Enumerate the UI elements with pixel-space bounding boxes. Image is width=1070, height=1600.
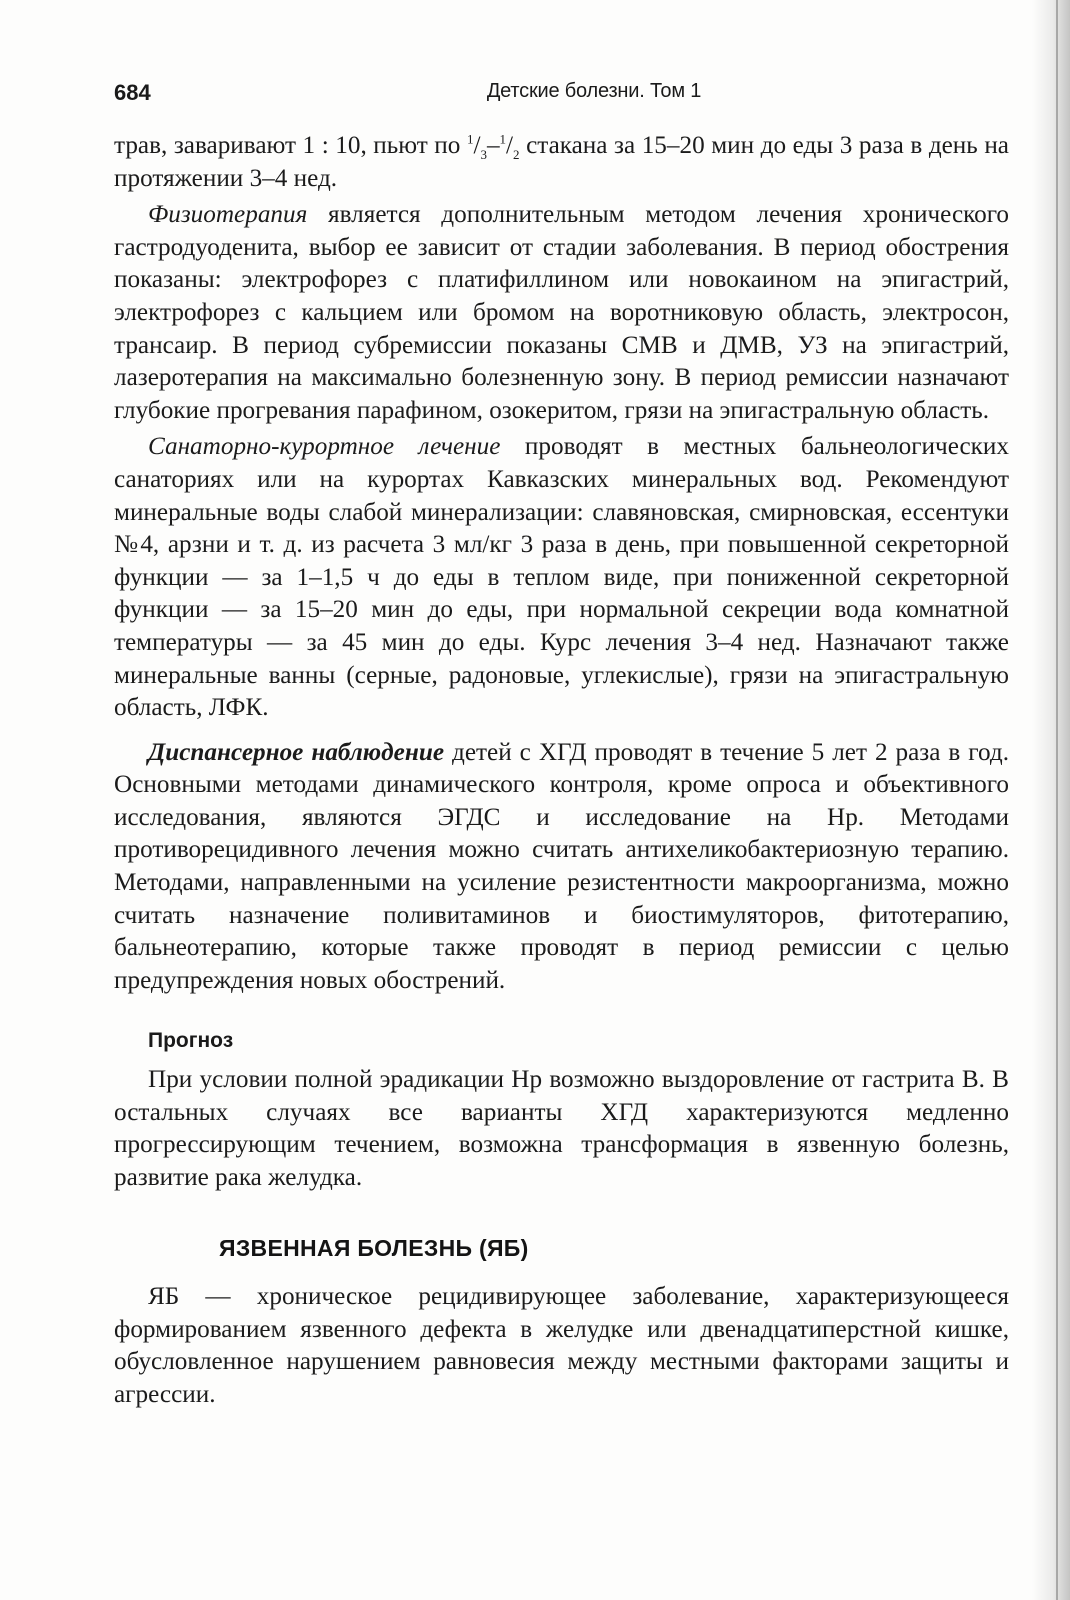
term-sanatorium-treatment: Санаторно-курортное лечение bbox=[148, 433, 501, 461]
paragraph-sanatorium: Санаторно-курортное лечение проводят в местных бальнеологических санаториях или на курортах Кавказских минеральных вод. Рекомендуют минеральные воды слабой минерализации: славяновская, смирновская, ессентуки №4, арзни и т. д. из расчета 3 мл/кг 3 раза в день, при повышенной секреторной функции — за 1–1,5 ч до еды в теплом виде, при пониженной секреторной функции — за 15–20 мин до еды, при нормальной секреции вода комнатной температуры — за 45 мин до еды. Курс лечения 3–4 нед. Назначают также минеральные ванны (серные, радоновые, углекислые), грязи на эпигастральную область, ЛФК. bbox=[114, 433, 1009, 722]
paragraph-dispensary: Диспансерное наблюдение детей с ХГД проводят в течение 5 лет 2 раза в год. Основными методами динамического контроля, кроме опроса и объективного исследования, являются ЭГДС и исследование на Hp. Методами противорецидивного лечения можно считать антихеликобактериозную терапию. Методами, направленными на усиление резистентности макроорганизма, можно считать назначение поливитаминов и биостимуляторов, фитотерапию, бальнеотерапию, которые также проводят в период ремиссии с целью предупреждения новых обострений. bbox=[114, 738, 1009, 994]
running-header bbox=[114, 80, 1014, 110]
page-number: 684 bbox=[114, 80, 151, 105]
paragraph-prognosis: При условии полной эрадикации Hp возможно выздоровление от гастрита В. В остальных случаях все варианты ХГД характеризуются медленно прогрессирующим течением, возможна трансформация в язвенную болезнь, развитие рака желудка. bbox=[114, 1066, 1009, 1191]
term-physiotherapy: Физиотерапия bbox=[148, 201, 308, 229]
paragraph-peptic-ulcer-definition: ЯБ — хроническое рецидивирующее заболевание, характеризующееся формированием язвенного дефекта в желудке или двенадцатиперстной кишке, обусловленное нарушением равновесия между местными факторами защиты и агрессии. bbox=[114, 1283, 1009, 1408]
body-text bbox=[114, 130, 1009, 1411]
paragraph-continuation: трав, заваривают 1 : 10, пьют по $^1/_3-^1/_2$ стакана за 15–20 мин до еды 3 раза в день на протяжении 3–4 нед. bbox=[114, 131, 1009, 192]
fraction-one-third: $^1/_3$ bbox=[466, 131, 487, 163]
page-edge-shadow bbox=[1032, 0, 1070, 1600]
section-heading-prognosis: Прогноз bbox=[148, 1029, 234, 1053]
chapter-heading-peptic-ulcer: ЯЗВЕННАЯ БОЛЕЗНЬ (ЯБ) bbox=[219, 1235, 529, 1262]
running-title: Детские болезни. Том 1 bbox=[486, 80, 702, 102]
paragraph-physiotherapy: Физиотерапия является дополнительным методом лечения хронического гастродуоденита, выбор ее зависит от стадии заболевания. В период обострения показаны: электрофорез с платифиллином или новокаином на эпигастрий, электрофорез с кальцием или бромом на воротниковую область, электросон, трансаир. В период субремиссии показаны СМВ и ДМВ, УЗ на эпигастрий, лазеротерапия на максимально болезненную зону. В период ремиссии назначают глубокие прогревания парафином, озокеритом, грязи на эпигастральную область. bbox=[114, 201, 1009, 424]
term-dispensary-observation: Диспансерное наблюдение bbox=[148, 738, 445, 766]
page-edge-line bbox=[1056, 0, 1058, 1600]
fraction-one-half: $^1/_2$ bbox=[499, 131, 520, 163]
